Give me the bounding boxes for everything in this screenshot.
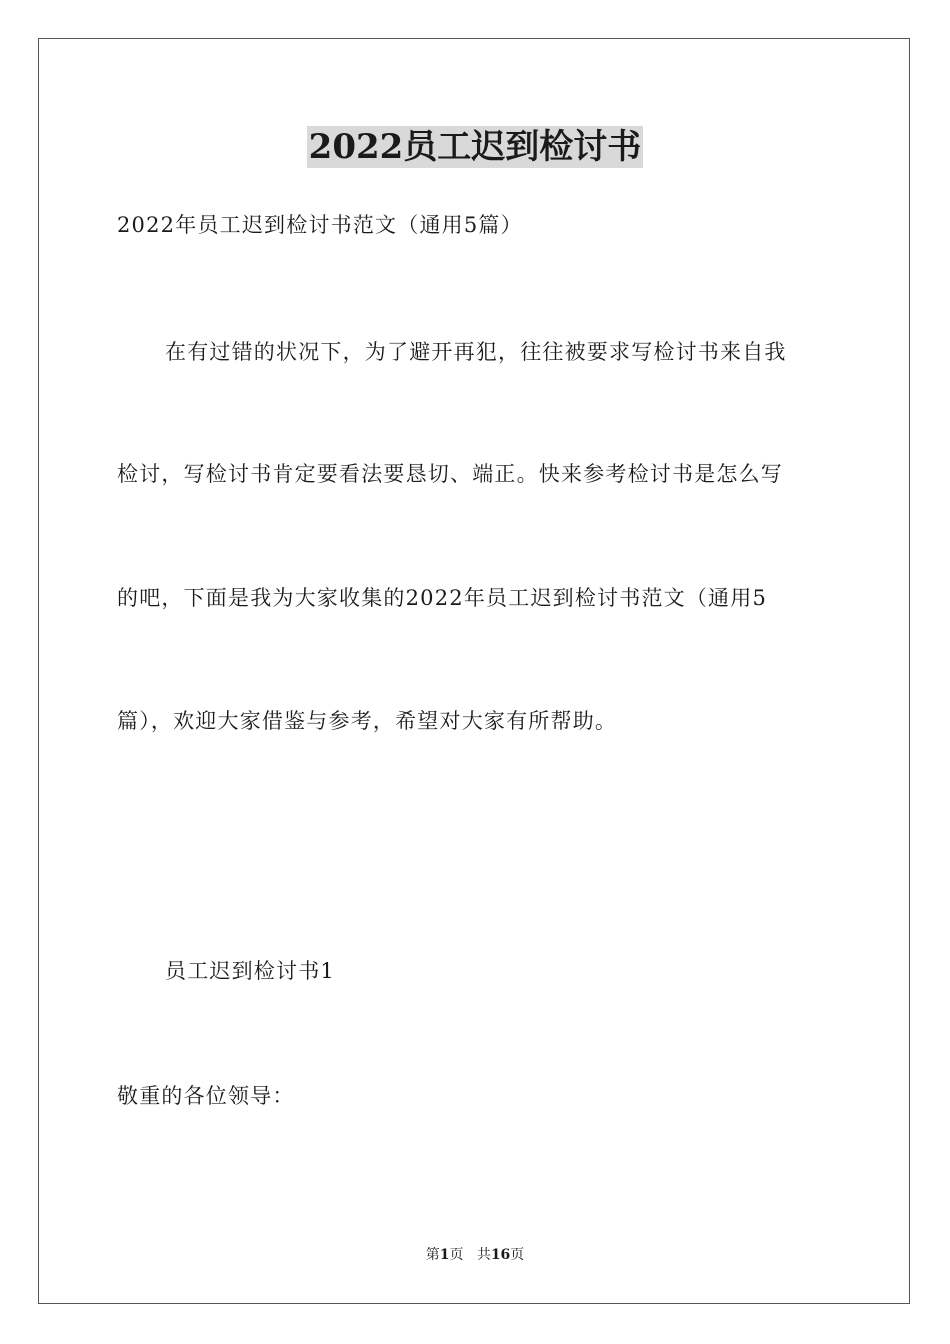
title-container [0, 126, 950, 168]
document-title: 2022员工迟到检讨书 [308, 127, 642, 167]
paragraph-line-4: 篇），欢迎大家借鉴与参考，希望对大家有所帮助。 [117, 709, 618, 733]
total-pages: 16 [490, 1247, 511, 1263]
total-prefix: 共 [476, 1247, 491, 1263]
paragraph-line-1: 在有过错的状况下，为了避开再犯，往往被要求写检讨书来自我 [165, 340, 787, 364]
document-subtitle: 2022年员工迟到检讨书范文（通用5篇） [117, 213, 523, 237]
page-suffix: 页 [449, 1247, 464, 1263]
total-suffix: 页 [510, 1247, 525, 1263]
paragraph-line-2: 检讨，写检讨书肯定要看法要恳切、端正。快来参考检讨书是怎么写 [117, 462, 783, 486]
page-footer [0, 1245, 950, 1265]
paragraph-line-3: 的吧，下面是我为大家收集的2022年员工迟到检讨书范文（通用5 [117, 586, 768, 610]
page-number: 1 [439, 1247, 450, 1263]
letter-greeting: 敬重的各位领导： [117, 1084, 295, 1108]
section-heading: 员工迟到检讨书1 [165, 959, 335, 983]
page-prefix: 第 [425, 1247, 440, 1263]
